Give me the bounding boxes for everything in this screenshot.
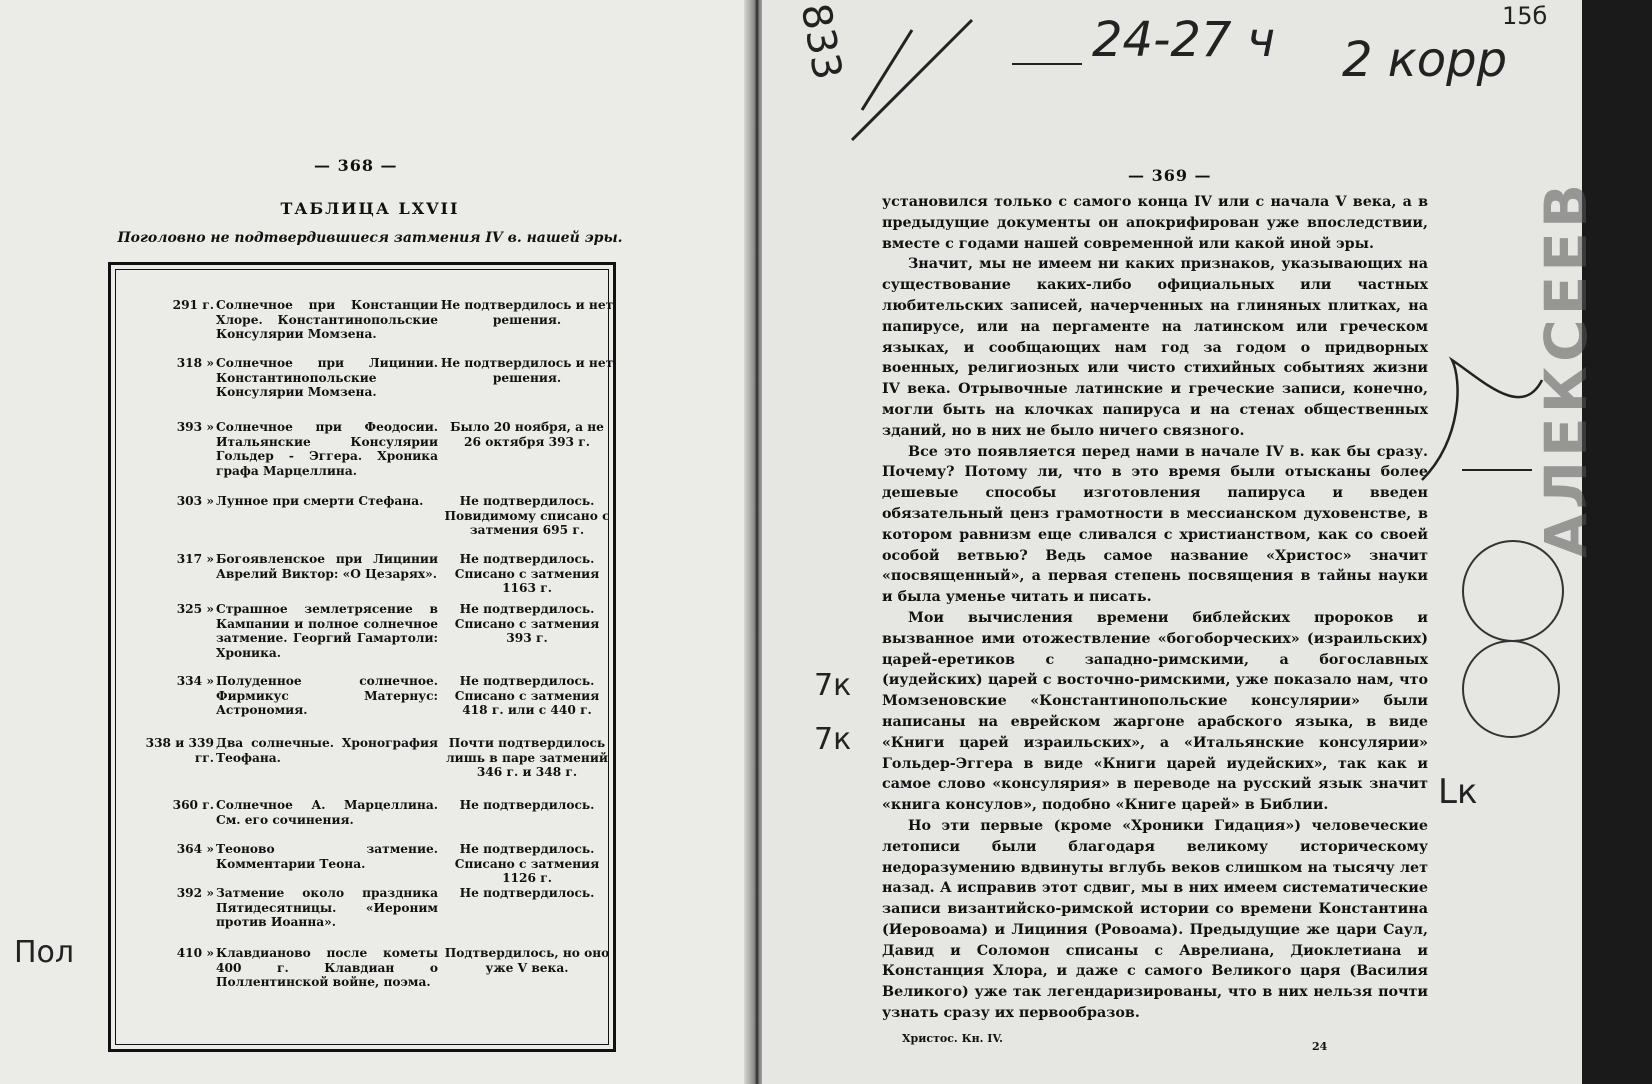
- row-year: 410 »: [176, 946, 214, 960]
- margin-note-7k-b: 7к: [814, 722, 852, 757]
- row-event: Клавдианово после кометы 400 г. Клавдиан о Поллентинской войне, поэма.: [216, 946, 438, 989]
- row-event: Солнечное А. Марцеллина. См. его сочинения.: [216, 798, 438, 827]
- table-title: ТАБЛИЦА LXVII: [280, 199, 460, 218]
- row-status: Не подтвердилось.: [459, 886, 595, 900]
- row-year: 303 »: [176, 494, 214, 508]
- table-subtitle: Поголовно не подтвердившиеся затмения IV в. нашей эры.: [117, 230, 623, 246]
- row-status: Подтвердилось, но оно уже V века.: [444, 946, 610, 975]
- postmark-stamp-2: [1462, 640, 1560, 738]
- paragraph-1: установился только с самого конца IV или с начала V века, а в предыдущие документы он апокрифирован уже впоследствии, вместе с годами нашей современной или какой иной эры.: [882, 194, 1428, 252]
- row-year: 325 »: [176, 602, 214, 616]
- margin-note-pol: Пол: [14, 935, 75, 970]
- row-status: Не подтвердилось и нет решения.: [440, 356, 614, 385]
- margin-note-lk: Lк: [1438, 772, 1478, 812]
- right-page-number: — 369 —: [1128, 166, 1212, 185]
- paragraph-3: Все это появляется перед нами в начале IV в. как бы сразу. Почему? Потому ли, что в это время были отысканы более дешевые способы изготовления папируса и введен обязательный ценз грамотности в мессианском духовенстве, в котором равнизм еще сливался с христианством, как со своей особой ветвью? Ведь самое название «Христос» значит «посвященный», а первая степень посвящения в тайны науки и была уменье читать и писать.: [882, 443, 1428, 606]
- handwritten-range: 24-27 ч: [1092, 12, 1276, 68]
- row-event: Полуденное солнечное. Фирмикус Матернус: Астрономия.: [216, 674, 438, 717]
- row-status: Почти подтвердилось лишь в паре затмений 346 г. и 348 г.: [446, 736, 608, 779]
- row-event: Страшное землетрясение в Кампании и полное солнечное затмение. Георгий Гамартоли: Хроника.: [216, 602, 438, 660]
- margin-note-7k-a: 7к: [814, 668, 852, 703]
- row-year: 338 и 339 гг.: [145, 736, 214, 765]
- left-page: [0, 0, 758, 1084]
- row-year: 317 »: [176, 552, 214, 566]
- row-year: 334 »: [176, 674, 214, 688]
- row-event: Два солнечные. Хронография Теофана.: [216, 736, 438, 765]
- row-event: Лунное при смерти Стефана.: [216, 494, 424, 508]
- row-year: 318 »: [176, 356, 214, 370]
- row-status: Не подтвердилось.: [459, 798, 595, 812]
- row-event: Солнечное при Феодосии. Итальянские Консулярии Гольдер - Эггера. Хроника графа Марцеллина.: [216, 420, 438, 478]
- row-status: Не подтвердилось. Списано с затмения 1126 г.: [454, 842, 600, 885]
- handwriting-strokes: [762, 0, 1582, 1084]
- paragraph-4: Мои вычисления времени библейских пророков и вызванное ими отожествление «богоборческих» (израильских) царей-еретиков с западно-римскими, а богославных (иудейских) царей с восточно-римскими, уже показало нам, что Момзеновские «Константинопольские консулярии» были написаны на еврейском жаргоне арабского языка, в виде «Книги царей израильских», а «Итальянские консулярии» Гольдер-Эггера в виде «Книги царей иудейских», так как и самое слово «консулярия» в переводе на русский язык значит «книга консулов», подобно «Книге царей» в Библии.: [882, 609, 1428, 814]
- row-year: 392 »: [176, 886, 214, 900]
- paragraph-5: Но эти первые (кроме «Хроники Гидация») человеческие летописи были благодаря великому историческому недоразумению вдвинуты вглубь веков слишком на тысячу лет назад. А исправив этот сдвиг, мы в них имеем систематические записи византийско-римской истории со времени Константина (Иеровоама) и Лициния (Ровоама). Предыдущие же цари Саул, Давид и Соломон списаны с Аврелиана, Диоклетиана и Констанция Хлора, и даже с самого Великого царя (Василия Великого) уже так легендаризированы, что в них нельзя почти узнать сразу их первообразов.: [882, 817, 1428, 1022]
- row-year: 364 »: [176, 842, 214, 856]
- row-year: 360 г.: [172, 798, 214, 812]
- row-year: 393 »: [176, 420, 214, 434]
- postmark-stamp-1: [1462, 540, 1564, 642]
- row-year: 291 г.: [172, 298, 214, 312]
- handwritten-833: 833: [791, 0, 851, 84]
- row-event: Солнечное при Лицинии. Константинопольские Консулярии Момзена.: [216, 356, 438, 399]
- row-status: Не подтвердилось. Списано с затмения 418 г. или с 440 г.: [454, 674, 600, 717]
- row-event: Солнечное при Констанции Хлоре. Константинопольские Консулярии Момзена.: [216, 298, 438, 341]
- handwritten-korr: 2 корр: [1342, 32, 1508, 88]
- paragraph-2: Значит, мы не имеем ни каких признаков, указывающих на существование каких-либо официальных или частных любительских записей, начерченных на глиняных плитках, на папирусе, или на пергаменте на латинском или греческом языках, и сообщающих нам год за годом о придворных военных, религиозных или чисто стихийных событиях жизни IV века. Отрывочные латинские и греческие записи, конечно, могли быть на клочках папируса и на стенах общественных зданий, но в них не было ничего связного.: [882, 256, 1428, 439]
- eclipse-table-body: [115, 269, 614, 1045]
- left-page-number: — 368 —: [314, 156, 398, 175]
- page-footer: Христос. Кн. IV.: [902, 1032, 1003, 1045]
- eclipse-table: [108, 262, 616, 1052]
- right-page: [762, 0, 1600, 1084]
- row-status: Не подтвердилось. Повидимому списано с затмения 695 г.: [444, 494, 610, 537]
- row-event: Богоявленское при Лицинии Аврелий Виктор: «О Цезарях».: [216, 552, 438, 581]
- row-event: Затмение около праздника Пятидесятницы. «Иероним против Иоанна».: [216, 886, 438, 929]
- row-event: Теоново затмение. Комментарии Теона.: [216, 842, 438, 871]
- row-status: Не подтвердилось. Списано с затмения 393 г.: [454, 602, 600, 645]
- row-status: Не подтвердилось. Списано с затмения 1163 г.: [454, 552, 600, 595]
- stamp-text: АЛЕКСЕЕВ: [1532, 179, 1600, 558]
- handwritten-corner: 15б: [1502, 2, 1548, 30]
- row-status: Не подтвердилось и нет решения.: [440, 298, 614, 327]
- name-stamp: [1532, 179, 1652, 558]
- row-status: Было 20 ноября, а не 26 октября 393 г.: [450, 420, 604, 449]
- signature-number: 24: [1312, 1040, 1328, 1053]
